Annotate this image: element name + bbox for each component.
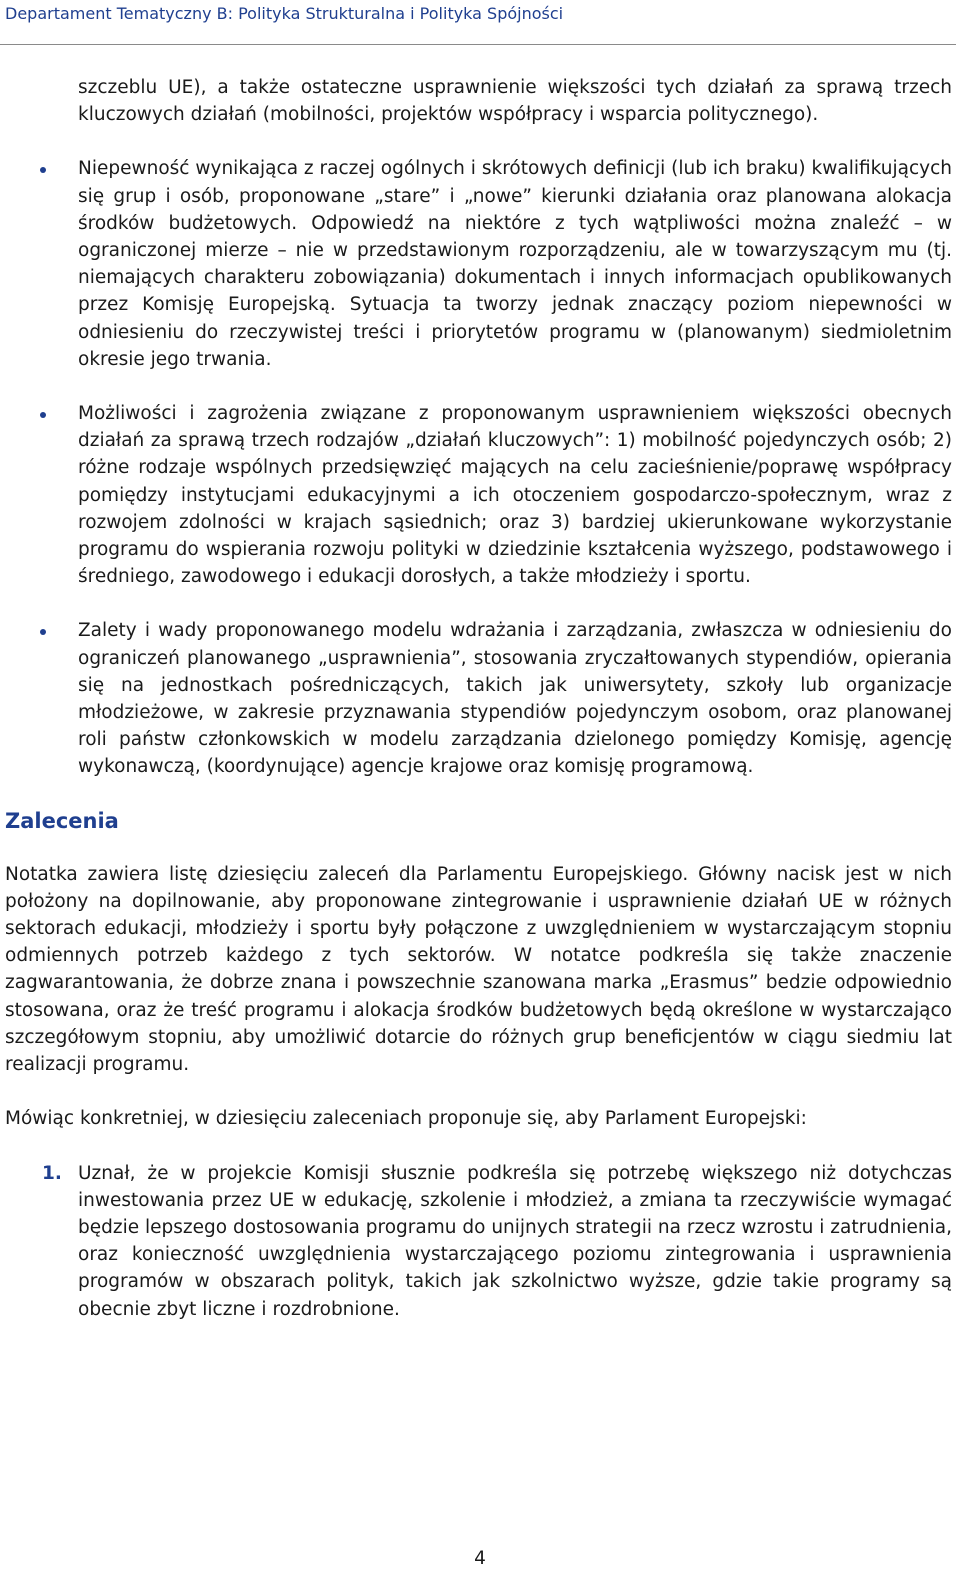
intro-paragraph: Notatka zawiera listę dziesięciu zaleceń dla Parlamentu Europejskiego. Główny nacisk jest w nich położony na dopilnowanie, aby proponowane zintegrowanie i usprawnienie działań UE w różnych sektorach edukacji, młodzieży i sportu były połączone z uwzględnieniem w wystarczającym stopniu odmiennych potrzeb każdego z tych sektorów. W notatce podkreśla się także znaczenie zagwarantowania, że dobrze znana i powszechnie szanowana marka „Erasmus” bedzie odpowiednio stosowana, oraz że treść programu i alokacja środków budżetowych będą określone w wystarczająco szczegółowym stopniu, aby umożliwić dotarcie do różnych grup beneficjentów w ciągu siedmiu lat realizacji programu. <box>5 863 952 1076</box>
bullet-dot-icon <box>40 629 46 635</box>
bullet-dot-icon <box>40 167 46 173</box>
bullet-text: Możliwości i zagrożenia związane z proponowanym usprawnieniem większości obecnych działań za sprawą trzech rodzajów „działań kluczowych”: 1) mobilność pojedynczych osób; 2) różne rodzaje wspólnych przedsięwzięć mających na celu zacieśnienie/poprawę współpracy pomiędzy instytucjami edukacyjnymi a ich otoczeniem gospodarczo-społecznym, wraz z rozwojem zdolności w krajach sąsiednich; oraz 3) bardziej ukierunkowane wykorzystanie programu do wspierania rozwoju polityki w dziedzinie kształcenia wyższego, podstawowego i średniego, zawodowego i edukacji dorosłych, a także młodzieży i sportu. <box>78 403 952 588</box>
numbered-item <box>42 1160 952 1323</box>
bullet-item <box>78 400 952 590</box>
bullet-item <box>78 155 952 373</box>
document-body <box>0 74 960 1323</box>
continuation-paragraph: szczeblu UE), a także ostateczne usprawnienie większości tych działań za sprawą trzech kluczowych działań (mobilności, projektów współpracy i wsparcia politycznego). <box>78 77 952 126</box>
item-number: 1. <box>42 1162 62 1184</box>
numbered-text: Uznał, że w projekcie Komisji słusznie podkreśla się potrzebę większego niż dotychczas inwestowania przez UE w edukację, szkolenie i młodzież, a zmiana ta rzeczywiście wymagać będzie lepszego dostosowania programu do unijnych strategii na rzecz wzrostu i zatrudnienia, oraz konieczność uwzględnienia wystarczającego poziomu zintegrowania i usprawnienia programów w obszarach polityk, takich jak szkolnictwo wyższe, gdzie takie programy są obecnie zbyt liczne i rozdrobnione. <box>78 1162 952 1320</box>
lead-in-paragraph: Mówiąc konkretniej, w dziesięciu zaleceniach proponuje się, aby Parlament Europejski: <box>5 1108 807 1130</box>
bullet-item <box>78 617 952 780</box>
bullet-dot-icon <box>40 412 46 418</box>
bullet-text: Zalety i wady proponowanego modelu wdrażania i zarządzania, zwłaszcza w odniesieniu do ograniczeń planowanego „usprawnienia”, stosowania zryczałtowanych stypendiów, opierania się na jednostkach pośredniczących, takich jak uniwersytety, szkoły lub organizacje młodzieżowe, w zakresie przyznawania stypendiów pojedynczym osobom, oraz planowanej roli państw członkowskich w modelu zarządzania dzielonego pomiędzy Komisję, agencję wykonawczą, (koordynujące) agencje krajowe oraz komisję programową. <box>78 620 952 778</box>
bullet-text: Niepewność wynikająca z raczej ogólnych i skrótowych definicji (lub ich braku) kwalifikujących się grup i osób, proponowane „stare” i „nowe” kierunki działania oraz planowana alokacja środków budżetowych. Odpowiedź na niektóre z tych wątpliwości można znaleźć – w ograniczonej mierze – nie w przedstawionym rozporządzeniu, ale w towarzyszącym mu (tj. niemających charakteru zobowiązania) dokumentach i innych informacjach opublikowanych przez Komisję Europejską. Sytuacja ta tworzy jednak znaczący poziom niepewności w odniesieniu do rzeczywistej treści i priorytetów programu w (planowanym) siedmioletnim okresie jego trwania. <box>78 158 952 370</box>
section-heading: Zalecenia <box>5 808 119 833</box>
page-header <box>0 0 956 45</box>
page-number: 4 <box>474 1548 486 1569</box>
header-title: Departament Tematyczny B: Polityka Strukturalna i Polityka Spójności <box>5 4 564 23</box>
